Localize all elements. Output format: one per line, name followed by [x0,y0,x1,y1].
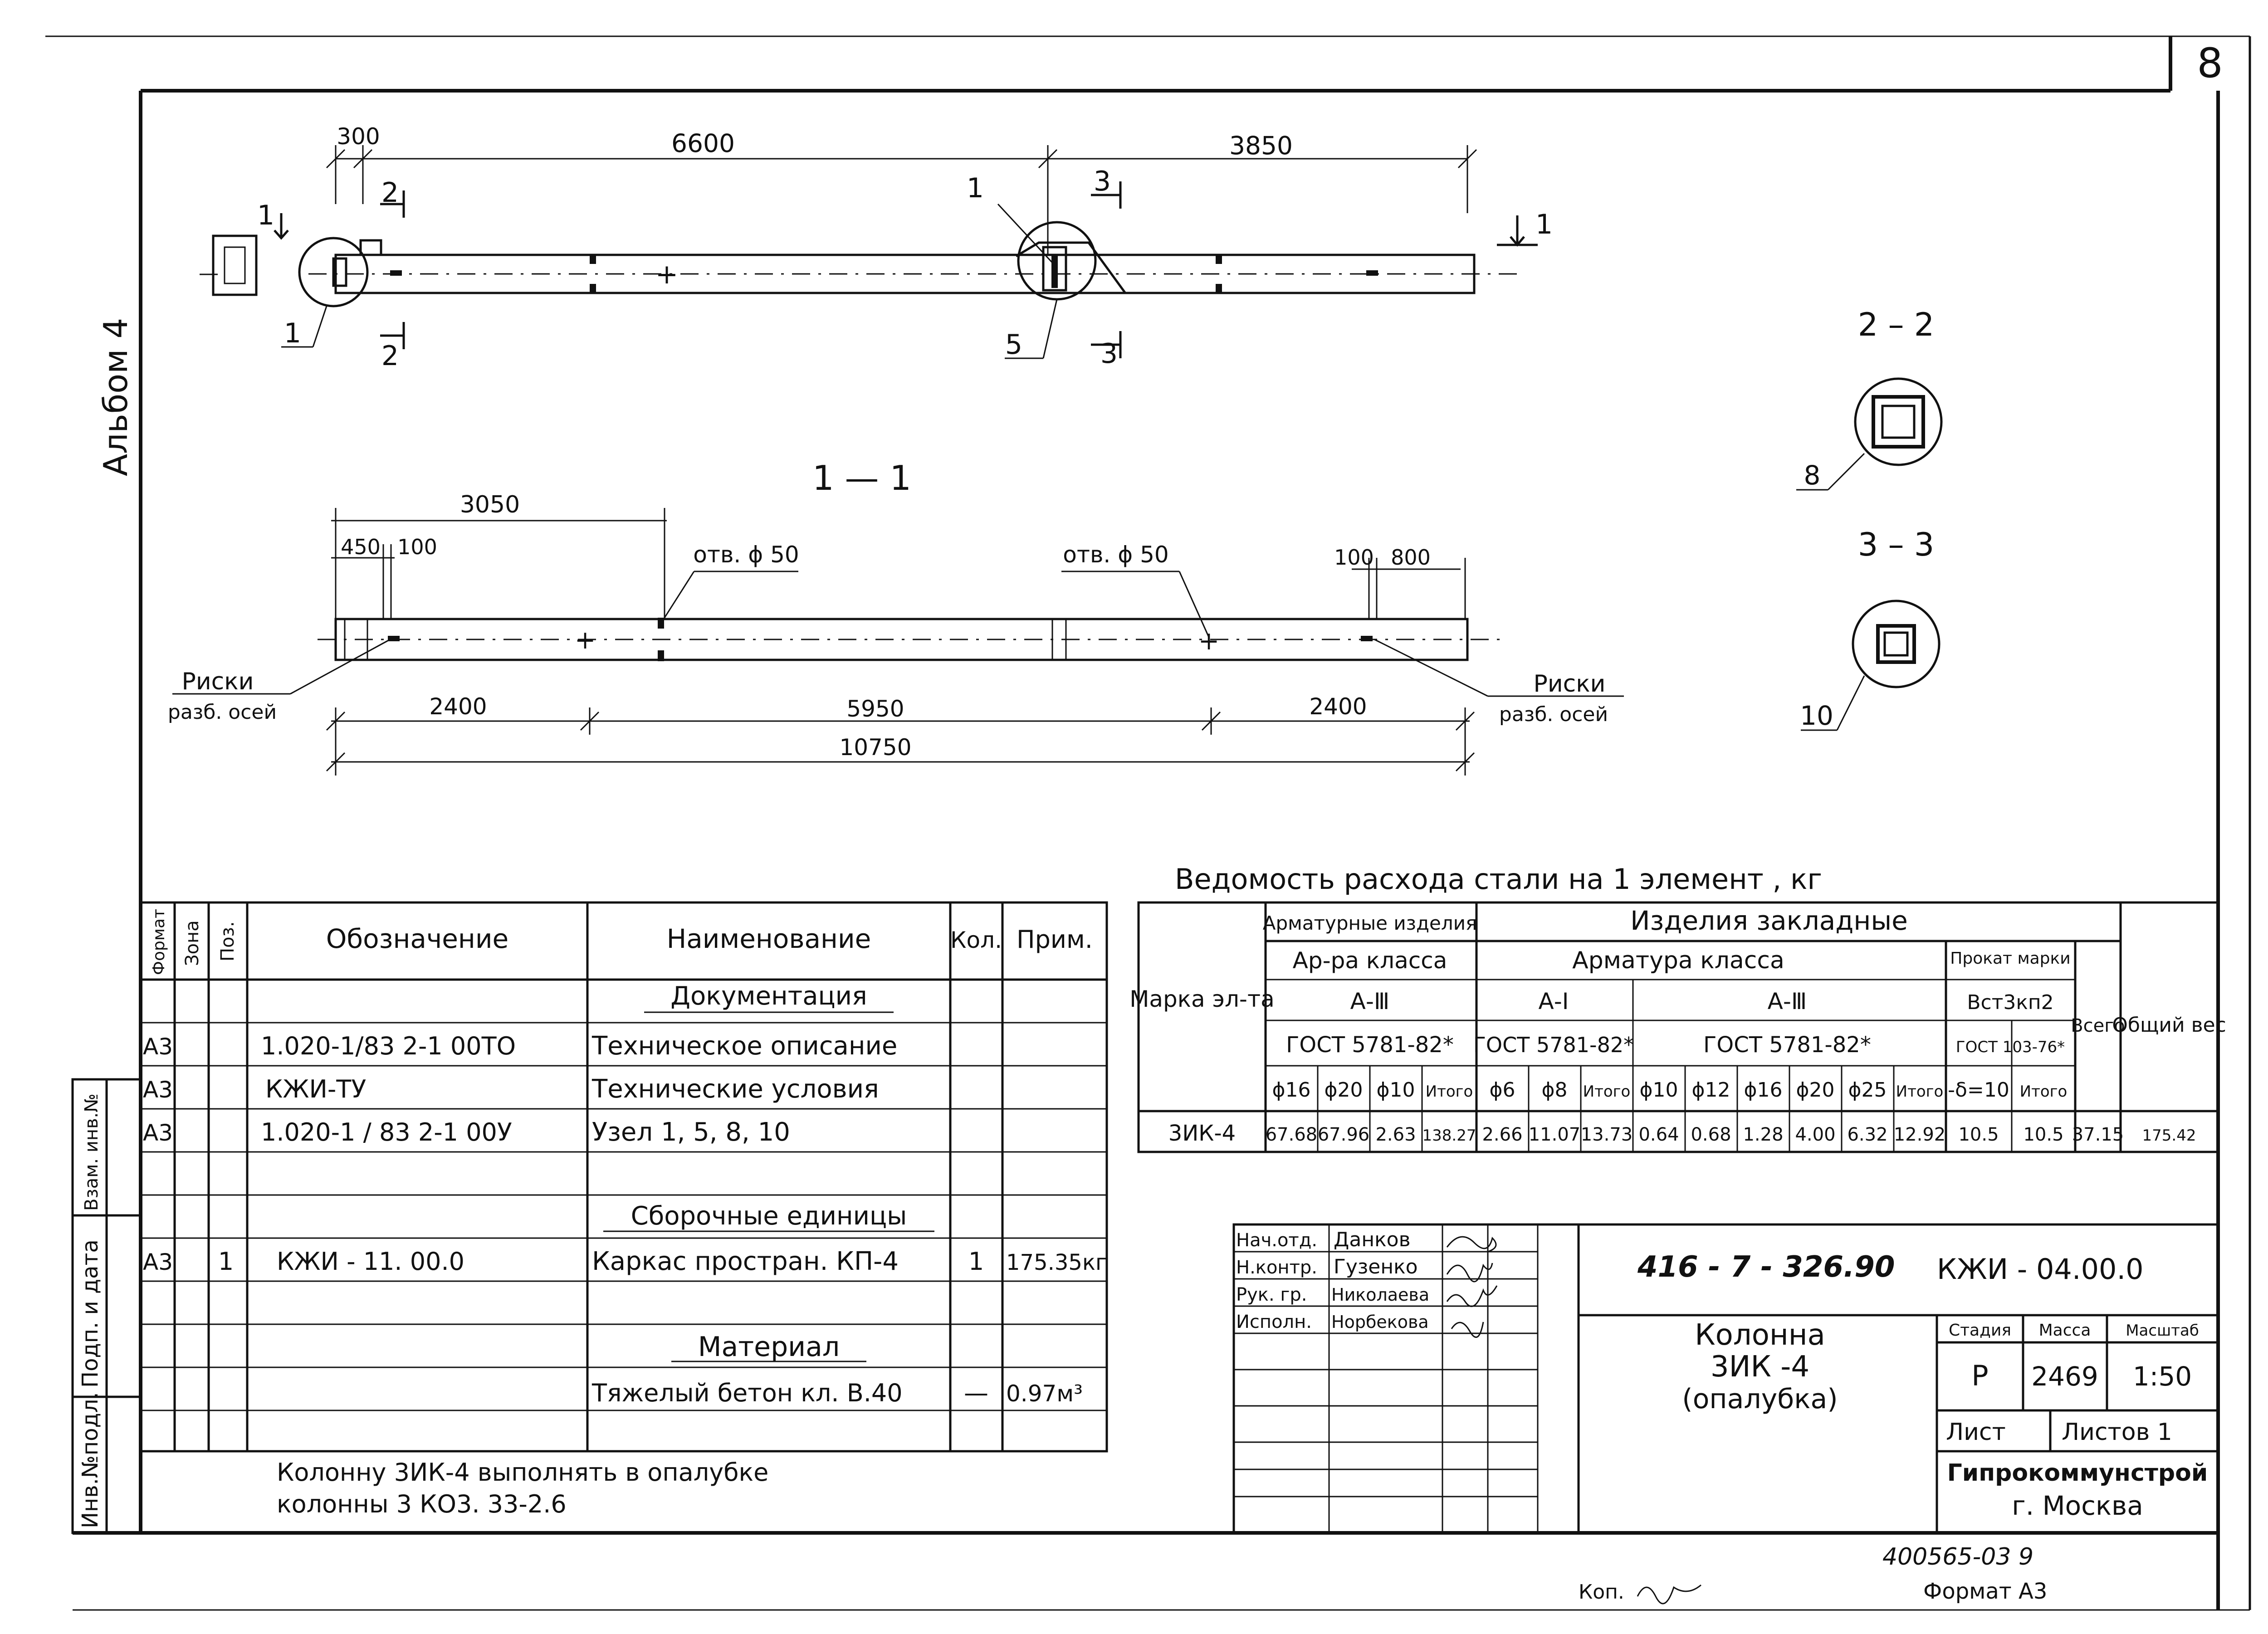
steel-col-11: ϕ25 [1848,1078,1887,1102]
steel-val-6: 13.73 [1580,1124,1633,1145]
name-2: Николаева [1331,1285,1430,1305]
h-gost4: ГОСТ 103-76* [1955,1038,2065,1056]
role-1: Н.контр. [1236,1257,1317,1278]
org-line1: Гипрокоммунстрой [1947,1459,2208,1487]
steel-col-12: Итого [1896,1083,1944,1101]
format-label: Формат А3 [1923,1579,2048,1604]
steel-consumption-table [1129,863,2226,1152]
steel-val-12: 12.92 [1893,1124,1946,1145]
h-marka: Марка эл-та [1129,986,1275,1012]
node-5-callout: 5 [1005,329,1023,361]
role-0: Нач.отд. [1236,1230,1318,1251]
steel-val-7: 0.64 [1638,1124,1679,1145]
steel-col-7: ϕ10 [1639,1078,1678,1102]
h-gost1: ГОСТ 5781-82* [1286,1032,1454,1058]
stamp-inv-podl: Инв.№подл. [78,1392,103,1528]
row-1-designation: 1.020-1/83 2-1 00ТО [261,1032,516,1060]
spec-footnote-1: Колонну 3ИК-4 выполнять в опалубке [277,1458,769,1487]
h-a3: А-Ⅲ [1350,988,1390,1015]
h-a1: А-Ⅰ [1538,988,1569,1015]
listov-label: Листов 1 [2062,1419,2172,1446]
steel-val-0: 67.68 [1265,1124,1318,1145]
col-designation: Обозначение [326,923,509,954]
dim-300: 300 [337,123,380,150]
dim-100-right: 100 [1334,545,1374,570]
section-3-marker-top: 3 [1093,166,1111,197]
massa-value: 2469 [2031,1361,2098,1392]
dim-100-left: 100 [397,535,437,559]
org-line2: г. Москва [2012,1490,2143,1521]
steel-val-14: 10.5 [2023,1124,2064,1145]
steel-val-15: 37.15 [2072,1124,2124,1145]
obj-line1: Колонна [1695,1318,1825,1352]
steel-col-4: ϕ6 [1489,1078,1515,1102]
steel-table-title: Ведомость расхода стали на 1 элемент , кг [1175,863,1822,896]
masshtab-label: Масштаб [2126,1322,2199,1340]
row-9-name: Тяжелый бетон кл. В.40 [592,1379,903,1407]
steel-col-13: -δ=10 [1948,1078,2009,1102]
steel-val-3: 138.27 [1422,1127,1476,1145]
album-label: Альбом 4 [97,317,135,476]
row-6-designation: КЖИ - 11. 00.0 [277,1247,464,1276]
steel-val-1: 67.96 [1317,1124,1370,1145]
dim-800: 800 [1391,545,1431,570]
row-2-format: А3 [143,1077,173,1103]
steel-col-14: Итого [2019,1083,2068,1101]
section-2-2 [1796,306,1941,491]
signature-1 [1447,1237,1496,1252]
svg-text:+: + [655,259,679,290]
h-vst: Вст3кп2 [1967,991,2054,1014]
row-0-name: Документация [670,981,867,1011]
marks-left-line1: Риски [181,668,254,695]
svg-text:+: + [1198,626,1220,655]
role-3: Исполн. [1236,1312,1312,1332]
row-6-pos: 1 [218,1247,234,1276]
dim-6600: 6600 [671,129,735,158]
h-obshiy: Общий вес [2112,1014,2226,1037]
section-1-marker-right: 1 [1535,209,1553,240]
stamp-podp-data: Подп. и дата [78,1239,103,1388]
steel-col-8: ϕ12 [1691,1078,1730,1102]
handwritten-inv-number: 400565-03 9 [1882,1543,2034,1571]
h-gost3: ГОСТ 5781-82* [1703,1032,1871,1058]
steel-col-3: Итого [1425,1083,1473,1101]
kop-signature [1637,1585,1701,1604]
col-format: Формат [150,908,168,975]
doc-mark: КЖИ - 04.00.0 [1937,1253,2144,1286]
row-6-note: 175.35кг [1006,1250,1107,1275]
dim-10750: 10750 [839,734,912,761]
kop-label: Коп. [1579,1580,1624,1604]
masshtab-value: 1:50 [2132,1361,2192,1392]
section-3-marker-bottom: 3 [1100,338,1118,370]
steel-col-10: ϕ20 [1796,1078,1835,1102]
role-2: Рук. гр. [1236,1284,1307,1305]
col-qty: Кол. [950,927,1002,953]
sheet-frame [45,36,2250,1610]
steel-col-9: ϕ16 [1744,1078,1783,1102]
page-number: 8 [2197,39,2223,87]
dim-2400-left: 2400 [429,693,487,720]
hole-label-right: отв. ϕ 50 [1063,541,1169,568]
h-a3b: А-Ⅲ [1767,988,1807,1015]
row-6-format: А3 [143,1249,173,1275]
row-3-format: А3 [143,1120,173,1146]
steel-val-16: 175.42 [2142,1127,2196,1145]
svg-text:+: + [574,625,596,654]
section-1-1-title: 1 — 1 [812,458,912,498]
row-8-name: Материал [698,1331,840,1363]
h-armatura-klassa: Арматура класса [1572,947,1784,974]
steel-val-9: 1.28 [1743,1124,1784,1145]
spec-footnote-2: колонны 3 КО3. 33-2.6 [277,1490,567,1518]
h-armatur-izd: Арматурные изделия [1262,912,1477,934]
steel-col-6: Итого [1583,1083,1631,1101]
elevation-1-1 [168,458,1624,776]
col-name: Наименование [666,923,871,954]
plan-view [200,123,1553,372]
name-1: Гузенко [1334,1255,1418,1278]
row-9-note: 0.97м³ [1006,1380,1083,1407]
steel-val-4: 2.66 [1482,1124,1523,1145]
stadia-label: Стадия [1948,1321,2012,1340]
row-1-format: А3 [143,1034,173,1060]
row-9-qty: — [964,1379,988,1407]
steel-val-5: 11.07 [1528,1124,1581,1145]
steel-val-10: 4.00 [1795,1124,1836,1145]
obj-line2: 3ИК -4 [1710,1350,1810,1384]
section-2-marker-top: 2 [381,177,399,209]
dim-3050: 3050 [459,491,520,518]
row-2-name: Технические условия [592,1074,879,1104]
dim-2400-right: 2400 [1309,693,1367,720]
h-vsego: Всего [2071,1015,2125,1036]
dim-450: 450 [341,535,381,559]
row-3-name: Узел 1, 5, 8, 10 [592,1117,790,1147]
steel-val-11: 6.32 [1847,1124,1888,1145]
row-2-designation: КЖИ-ТУ [265,1075,367,1103]
dim-5950: 5950 [846,696,904,722]
section-3-3 [1800,526,1939,731]
row-6-name: Каркас простран. КП-4 [592,1247,899,1276]
marks-left-line2: разб. осей [167,701,277,724]
specification-table [141,902,1107,1518]
h-arra-klassa: Ар-ра класса [1292,947,1447,974]
col-pos: Поз. [217,921,238,961]
name-3: Норбекова [1331,1312,1429,1332]
h-zaklad: Изделия закладные [1630,905,1908,936]
marks-right-line2: разб. осей [1499,703,1608,726]
hole-label-left: отв. ϕ 50 [693,541,799,568]
steel-col-0: ϕ16 [1272,1078,1311,1102]
obj-line3: (опалубка) [1682,1383,1838,1415]
row-mark: 3ИК-4 [1168,1121,1236,1146]
marks-right-line1: Риски [1533,670,1606,697]
stamp-vzam-inv: Взам. инв.№ [81,1093,102,1211]
steel-col-5: ϕ8 [1541,1078,1568,1102]
steel-val-13: 10.5 [1958,1124,1999,1145]
doc-code: 416 - 7 - 326.90 [1637,1250,1895,1284]
col-zone: Зона [182,920,203,966]
steel-col-2: ϕ10 [1376,1078,1415,1102]
section-2-2-title: 2 – 2 [1857,306,1935,343]
h-gost2: ГОСТ 5781-82* [1473,1033,1634,1057]
stadia-value: Р [1971,1359,1989,1392]
signature-4 [1452,1322,1483,1337]
node-1-callout-right: 1 [966,172,984,204]
name-0: Данков [1334,1228,1411,1251]
callout-10: 10 [1800,700,1833,731]
steel-val-2: 2.63 [1375,1124,1416,1145]
section-2-marker-bottom: 2 [381,340,399,372]
section-1-marker-left: 1 [257,200,274,231]
section-3-3-title: 3 – 3 [1857,526,1935,563]
steel-val-8: 0.68 [1691,1124,1731,1145]
callout-8: 8 [1804,460,1821,491]
row-5-name: Сборочные единицы [631,1201,907,1231]
row-6-qty: 1 [968,1247,984,1276]
title-block [1234,1224,2218,1533]
massa-label: Масса [2038,1321,2091,1340]
list-label: Лист [1946,1419,2006,1446]
side-stamp [73,1079,141,1533]
col-note: Прим. [1017,925,1093,954]
row-3-designation: 1.020-1 / 83 2-1 00У [261,1118,512,1146]
signature-3 [1447,1286,1497,1307]
h-prokat: Прокат марки [1950,949,2071,968]
steel-col-1: ϕ20 [1324,1078,1363,1102]
node-1-callout-left: 1 [284,317,302,349]
dim-3850: 3850 [1229,131,1293,160]
row-1-name: Техническое описание [592,1031,898,1061]
